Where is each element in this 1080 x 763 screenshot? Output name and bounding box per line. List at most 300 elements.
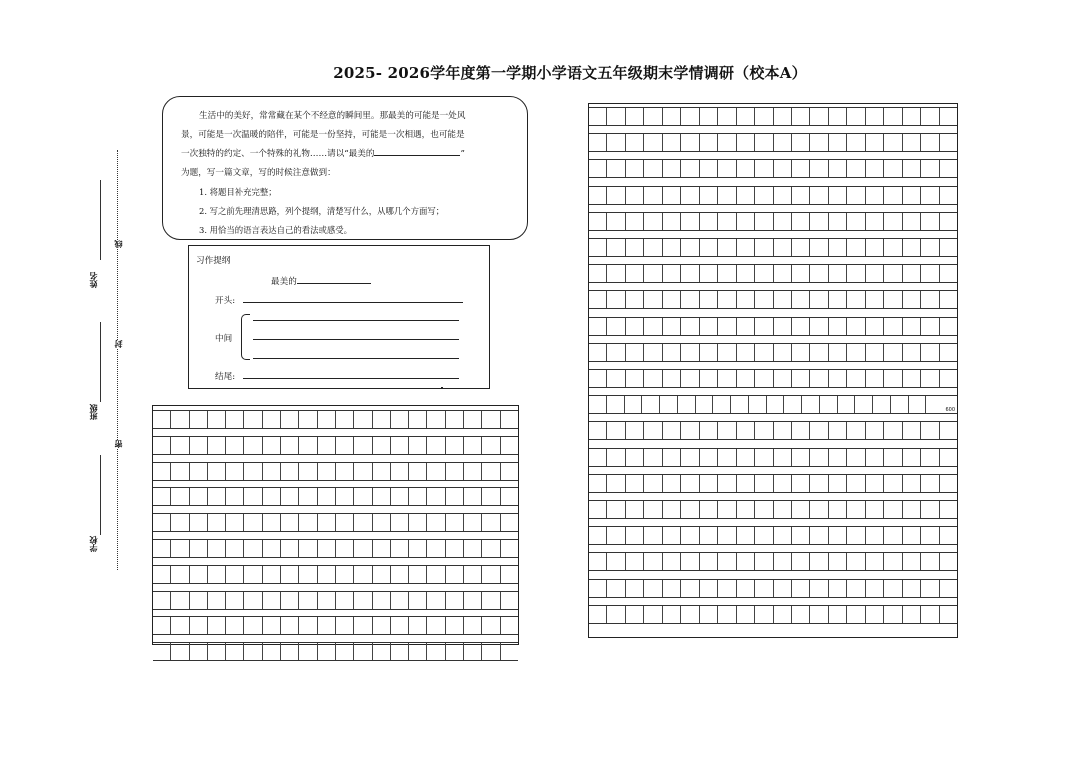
grid-cell[interactable] <box>317 437 335 454</box>
grid-cell[interactable] <box>736 239 754 256</box>
grid-cell[interactable] <box>481 411 499 428</box>
grid-cell[interactable] <box>298 488 316 505</box>
title-blank[interactable] <box>374 146 460 156</box>
grid-cell[interactable] <box>809 606 827 623</box>
grid-cell[interactable] <box>500 437 518 454</box>
grid-cell[interactable] <box>902 501 920 518</box>
grid-cell[interactable] <box>408 566 426 583</box>
grid-cell[interactable] <box>699 449 717 466</box>
grid-cell[interactable] <box>500 540 518 557</box>
grid-cell[interactable] <box>846 187 864 204</box>
grid-cell[interactable] <box>189 566 207 583</box>
grid-cell[interactable] <box>902 108 920 125</box>
grid-cell[interactable] <box>773 108 791 125</box>
grid-cell[interactable] <box>791 213 809 230</box>
grid-cell[interactable] <box>298 617 316 634</box>
grid-cell[interactable] <box>677 396 695 413</box>
grid-cell[interactable] <box>353 514 371 531</box>
grid-cell[interactable] <box>625 187 643 204</box>
grid-cell[interactable] <box>754 422 772 439</box>
grid-cell[interactable] <box>809 422 827 439</box>
grid-cell[interactable] <box>920 475 938 492</box>
grid-cell[interactable] <box>589 606 606 623</box>
grid-cell[interactable] <box>625 134 643 151</box>
grid-cell[interactable] <box>445 566 463 583</box>
grid-cell[interactable] <box>717 213 735 230</box>
grid-cell[interactable] <box>280 437 298 454</box>
grid-cell[interactable] <box>828 370 846 387</box>
grid-cell[interactable] <box>865 318 883 335</box>
grid-cell[interactable] <box>372 488 390 505</box>
grid-cell[interactable] <box>773 553 791 570</box>
grid-cell[interactable] <box>791 291 809 308</box>
grid-cell[interactable] <box>589 553 606 570</box>
grid-cell[interactable] <box>699 553 717 570</box>
grid-cell[interactable] <box>625 160 643 177</box>
grid-cell[interactable] <box>335 566 353 583</box>
grid-cell[interactable] <box>500 488 518 505</box>
grid-cell[interactable] <box>589 422 606 439</box>
grid-cell[interactable] <box>170 592 188 609</box>
grid-cell[interactable] <box>939 475 957 492</box>
grid-cell[interactable] <box>699 291 717 308</box>
grid-cell[interactable] <box>445 643 463 660</box>
grid-cell[interactable] <box>939 344 957 361</box>
grid-cell[interactable] <box>500 411 518 428</box>
grid-cell[interactable] <box>828 606 846 623</box>
grid-cell[interactable] <box>736 344 754 361</box>
grid-cell[interactable] <box>643 501 661 518</box>
grid-cell[interactable] <box>828 265 846 282</box>
grid-cell[interactable] <box>846 370 864 387</box>
grid-cell[interactable] <box>717 265 735 282</box>
grid-cell[interactable] <box>624 396 642 413</box>
grid-cell[interactable] <box>662 475 680 492</box>
grid-cell[interactable] <box>902 265 920 282</box>
grid-cell[interactable] <box>500 643 518 660</box>
grid-cell[interactable] <box>908 396 926 413</box>
grid-cell[interactable] <box>189 592 207 609</box>
grid-cell[interactable] <box>902 318 920 335</box>
grid-cell[interactable] <box>189 514 207 531</box>
grid-cell[interactable] <box>606 344 624 361</box>
grid-cell[interactable] <box>298 643 316 660</box>
grid-cell[interactable] <box>243 643 261 660</box>
grid-cell[interactable] <box>883 239 901 256</box>
grid-cell[interactable] <box>335 488 353 505</box>
grid-cell[interactable] <box>902 449 920 466</box>
grid-cell[interactable] <box>606 160 624 177</box>
grid-cell[interactable] <box>189 411 207 428</box>
grid-cell[interactable] <box>939 580 957 597</box>
grid-cell[interactable] <box>717 108 735 125</box>
grid-cell[interactable] <box>243 411 261 428</box>
grid-cell[interactable] <box>353 566 371 583</box>
grid-cell[interactable] <box>883 187 901 204</box>
grid-cell[interactable] <box>902 580 920 597</box>
grid-cell[interactable] <box>920 265 938 282</box>
grid-cell[interactable] <box>189 643 207 660</box>
grid-cell[interactable] <box>846 239 864 256</box>
grid-cell[interactable] <box>481 617 499 634</box>
grid-cell[interactable] <box>902 606 920 623</box>
grid-cell[interactable] <box>390 540 408 557</box>
grid-cell[interactable] <box>717 134 735 151</box>
grid-cell[interactable] <box>902 475 920 492</box>
grid-cell[interactable] <box>846 318 864 335</box>
grid-cell[interactable] <box>606 501 624 518</box>
grid-cell[interactable] <box>280 643 298 660</box>
grid-cell[interactable] <box>865 239 883 256</box>
grid-cell[interactable] <box>643 475 661 492</box>
grid-cell[interactable] <box>243 566 261 583</box>
grid-cell[interactable] <box>170 566 188 583</box>
grid-cell[interactable] <box>920 370 938 387</box>
grid-cell[interactable] <box>846 213 864 230</box>
grid-cell[interactable] <box>920 449 938 466</box>
grid-cell[interactable] <box>225 514 243 531</box>
grid-cell[interactable] <box>680 239 698 256</box>
grid-cell[interactable] <box>680 213 698 230</box>
grid-cell[interactable] <box>606 475 624 492</box>
grid-cell[interactable] <box>920 527 938 544</box>
grid-cell[interactable] <box>335 643 353 660</box>
grid-cell[interactable] <box>883 213 901 230</box>
grid-cell[interactable] <box>754 318 772 335</box>
grid-cell[interactable] <box>643 553 661 570</box>
grid-cell[interactable] <box>662 291 680 308</box>
grid-cell[interactable] <box>372 411 390 428</box>
grid-cell[interactable] <box>766 396 784 413</box>
grid-cell[interactable] <box>335 514 353 531</box>
grid-cell[interactable] <box>865 501 883 518</box>
grid-cell[interactable] <box>791 344 809 361</box>
grid-cell[interactable] <box>262 540 280 557</box>
grid-cell[interactable] <box>754 213 772 230</box>
grid-cell[interactable] <box>773 475 791 492</box>
grid-cell[interactable] <box>445 514 463 531</box>
grid-cell[interactable] <box>854 396 872 413</box>
grid-cell[interactable] <box>809 213 827 230</box>
grid-cell[interactable] <box>699 580 717 597</box>
grid-cell[interactable] <box>680 422 698 439</box>
grid-cell[interactable] <box>699 422 717 439</box>
grid-cell[interactable] <box>717 160 735 177</box>
grid-cell[interactable] <box>754 475 772 492</box>
grid-cell[interactable] <box>680 187 698 204</box>
grid-cell[interactable] <box>225 437 243 454</box>
grid-cell[interactable] <box>680 291 698 308</box>
grid-cell[interactable] <box>846 265 864 282</box>
grid-cell[interactable] <box>606 527 624 544</box>
grid-cell[interactable] <box>662 187 680 204</box>
grid-cell[interactable] <box>243 437 261 454</box>
grid-cell[interactable] <box>170 437 188 454</box>
grid-cell[interactable] <box>865 370 883 387</box>
grid-cell[interactable] <box>717 475 735 492</box>
grid-cell[interactable] <box>372 437 390 454</box>
grid-cell[interactable] <box>408 514 426 531</box>
grid-cell[interactable] <box>335 617 353 634</box>
grid-cell[interactable] <box>699 160 717 177</box>
grid-cell[interactable] <box>189 488 207 505</box>
grid-cell[interactable] <box>606 422 624 439</box>
grid-cell[interactable] <box>625 449 643 466</box>
grid-cell[interactable] <box>643 344 661 361</box>
grid-cell[interactable] <box>463 488 481 505</box>
grid-cell[interactable] <box>809 449 827 466</box>
grid-cell[interactable] <box>902 187 920 204</box>
grid-cell[interactable] <box>625 475 643 492</box>
grid-cell[interactable] <box>939 187 957 204</box>
grid-cell[interactable] <box>736 187 754 204</box>
grid-cell[interactable] <box>225 566 243 583</box>
grid-cell[interactable] <box>902 160 920 177</box>
grid-cell[interactable] <box>589 527 606 544</box>
grid-cell[interactable] <box>865 160 883 177</box>
grid-cell[interactable] <box>699 370 717 387</box>
grid-cell[interactable] <box>445 463 463 480</box>
grid-cell[interactable] <box>500 463 518 480</box>
grid-cell[interactable] <box>353 411 371 428</box>
grid-cell[interactable] <box>846 606 864 623</box>
grid-cell[interactable] <box>606 318 624 335</box>
grid-cell[interactable] <box>736 475 754 492</box>
grid-cell[interactable] <box>828 527 846 544</box>
grid-cell[interactable] <box>225 488 243 505</box>
grid-cell[interactable] <box>589 187 606 204</box>
grid-cell[interactable] <box>828 160 846 177</box>
grid-cell[interactable] <box>939 501 957 518</box>
grid-cell[interactable] <box>828 291 846 308</box>
grid-cell[interactable] <box>717 291 735 308</box>
grid-cell[interactable] <box>809 239 827 256</box>
grid-cell[interactable] <box>606 396 624 413</box>
grid-cell[interactable] <box>902 422 920 439</box>
grid-cell[interactable] <box>408 437 426 454</box>
grid-cell[interactable] <box>809 187 827 204</box>
grid-cell[interactable] <box>828 239 846 256</box>
grid-cell[interactable] <box>662 344 680 361</box>
grid-cell[interactable] <box>643 580 661 597</box>
grid-cell[interactable] <box>643 527 661 544</box>
grid-cell[interactable] <box>372 463 390 480</box>
grid-cell[interactable] <box>754 501 772 518</box>
grid-cell[interactable] <box>736 449 754 466</box>
grid-cell[interactable] <box>153 592 170 609</box>
grid-cell[interactable] <box>791 580 809 597</box>
grid-cell[interactable] <box>589 291 606 308</box>
grid-cell[interactable] <box>606 553 624 570</box>
grid-cell[interactable] <box>773 160 791 177</box>
grid-cell[interactable] <box>153 488 170 505</box>
grid-cell[interactable] <box>809 370 827 387</box>
grid-cell[interactable] <box>589 475 606 492</box>
grid-cell[interactable] <box>280 617 298 634</box>
grid-cell[interactable] <box>773 422 791 439</box>
grid-cell[interactable] <box>372 514 390 531</box>
grid-cell[interactable] <box>280 566 298 583</box>
grid-cell[interactable] <box>262 617 280 634</box>
grid-cell[interactable] <box>828 449 846 466</box>
grid-cell[interactable] <box>680 527 698 544</box>
grid-cell[interactable] <box>606 580 624 597</box>
grid-cell[interactable] <box>207 411 225 428</box>
grid-cell[interactable] <box>280 514 298 531</box>
grid-cell[interactable] <box>372 592 390 609</box>
grid-cell[interactable] <box>699 187 717 204</box>
grid-cell[interactable] <box>939 108 957 125</box>
grid-cell[interactable] <box>207 437 225 454</box>
grid-cell[interactable] <box>699 475 717 492</box>
grid-cell[interactable] <box>625 527 643 544</box>
grid-cell[interactable] <box>902 553 920 570</box>
grid-cell[interactable] <box>170 463 188 480</box>
grid-cell[interactable] <box>280 488 298 505</box>
grid-cell[interactable] <box>680 370 698 387</box>
grid-cell[interactable] <box>353 488 371 505</box>
grid-cell[interactable] <box>662 580 680 597</box>
grid-cell[interactable] <box>390 592 408 609</box>
grid-cell[interactable] <box>589 134 606 151</box>
grid-cell[interactable] <box>643 108 661 125</box>
grid-cell[interactable] <box>939 291 957 308</box>
grid-cell[interactable] <box>207 514 225 531</box>
grid-cell[interactable] <box>736 318 754 335</box>
grid-cell[interactable] <box>625 580 643 597</box>
grid-cell[interactable] <box>372 540 390 557</box>
grid-cell[interactable] <box>643 370 661 387</box>
grid-cell[interactable] <box>846 553 864 570</box>
grid-cell[interactable] <box>481 540 499 557</box>
grid-cell[interactable] <box>699 344 717 361</box>
grid-cell[interactable] <box>353 437 371 454</box>
grid-cell[interactable] <box>920 501 938 518</box>
grid-cell[interactable] <box>865 213 883 230</box>
grid-cell[interactable] <box>773 291 791 308</box>
grid-cell[interactable] <box>589 396 606 413</box>
grid-cell[interactable] <box>262 566 280 583</box>
grid-cell[interactable] <box>920 239 938 256</box>
grid-cell[interactable] <box>680 134 698 151</box>
grid-cell[interactable] <box>920 422 938 439</box>
grid-cell[interactable] <box>426 514 444 531</box>
grid-cell[interactable] <box>445 592 463 609</box>
grid-cell[interactable] <box>773 134 791 151</box>
grid-cell[interactable] <box>865 475 883 492</box>
grid-cell[interactable] <box>353 463 371 480</box>
grid-cell[interactable] <box>699 501 717 518</box>
grid-cell[interactable] <box>408 463 426 480</box>
grid-cell[interactable] <box>262 592 280 609</box>
grid-cell[interactable] <box>606 108 624 125</box>
grid-cell[interactable] <box>280 540 298 557</box>
grid-cell[interactable] <box>883 580 901 597</box>
grid-cell[interactable] <box>736 265 754 282</box>
grid-cell[interactable] <box>865 553 883 570</box>
grid-cell[interactable] <box>865 291 883 308</box>
grid-cell[interactable] <box>828 475 846 492</box>
grid-cell[interactable] <box>920 213 938 230</box>
grid-cell[interactable] <box>773 265 791 282</box>
grid-cell[interactable] <box>902 134 920 151</box>
grid-cell[interactable] <box>625 422 643 439</box>
grid-cell[interactable] <box>445 411 463 428</box>
grid-cell[interactable] <box>207 643 225 660</box>
grid-cell[interactable] <box>353 540 371 557</box>
grid-cell[interactable] <box>207 617 225 634</box>
grid-cell[interactable] <box>625 213 643 230</box>
grid-cell[interactable] <box>625 344 643 361</box>
grid-cell[interactable] <box>372 617 390 634</box>
grid-cell[interactable] <box>643 265 661 282</box>
grid-cell[interactable] <box>754 449 772 466</box>
grid-cell[interactable] <box>717 501 735 518</box>
grid-cell[interactable] <box>754 265 772 282</box>
grid-cell[interactable] <box>736 501 754 518</box>
grid-cell[interactable] <box>754 344 772 361</box>
grid-cell[interactable] <box>189 463 207 480</box>
grid-cell[interactable] <box>189 540 207 557</box>
grid-cell[interactable] <box>939 265 957 282</box>
grid-cell[interactable] <box>699 606 717 623</box>
grid-cell[interactable] <box>819 396 837 413</box>
grid-cell[interactable] <box>280 411 298 428</box>
grid-cell[interactable] <box>298 411 316 428</box>
grid-cell[interactable] <box>589 501 606 518</box>
grid-cell[interactable] <box>662 239 680 256</box>
grid-cell[interactable] <box>846 108 864 125</box>
grid-cell[interactable] <box>828 213 846 230</box>
grid-cell[interactable] <box>317 643 335 660</box>
grid-cell[interactable] <box>846 449 864 466</box>
grid-cell[interactable] <box>625 553 643 570</box>
grid-cell[interactable] <box>920 108 938 125</box>
grid-cell[interactable] <box>225 540 243 557</box>
grid-cell[interactable] <box>699 527 717 544</box>
grid-cell[interactable] <box>335 540 353 557</box>
grid-cell[interactable] <box>662 527 680 544</box>
grid-cell[interactable] <box>939 553 957 570</box>
grid-cell[interactable] <box>872 396 890 413</box>
grid-cell[interactable] <box>773 318 791 335</box>
middle-line-2[interactable] <box>253 339 459 340</box>
grid-cell[interactable] <box>773 239 791 256</box>
grid-cell[interactable] <box>773 449 791 466</box>
grid-cell[interactable] <box>317 514 335 531</box>
grid-cell[interactable] <box>426 411 444 428</box>
grid-cell[interactable] <box>625 501 643 518</box>
grid-cell[interactable] <box>335 592 353 609</box>
grid-cell[interactable] <box>606 291 624 308</box>
grid-cell[interactable] <box>317 566 335 583</box>
grid-cell[interactable] <box>606 370 624 387</box>
grid-cell[interactable] <box>846 344 864 361</box>
grid-cell[interactable] <box>865 265 883 282</box>
grid-cell[interactable] <box>773 606 791 623</box>
grid-cell[interactable] <box>170 488 188 505</box>
grid-cell[interactable] <box>773 370 791 387</box>
grid-cell[interactable] <box>463 463 481 480</box>
grid-cell[interactable] <box>335 411 353 428</box>
grid-cell[interactable] <box>298 463 316 480</box>
grid-cell[interactable] <box>883 265 901 282</box>
grid-cell[interactable] <box>390 566 408 583</box>
grid-cell[interactable] <box>791 422 809 439</box>
grid-cell[interactable] <box>865 606 883 623</box>
grid-cell[interactable] <box>809 501 827 518</box>
grid-cell[interactable] <box>717 239 735 256</box>
